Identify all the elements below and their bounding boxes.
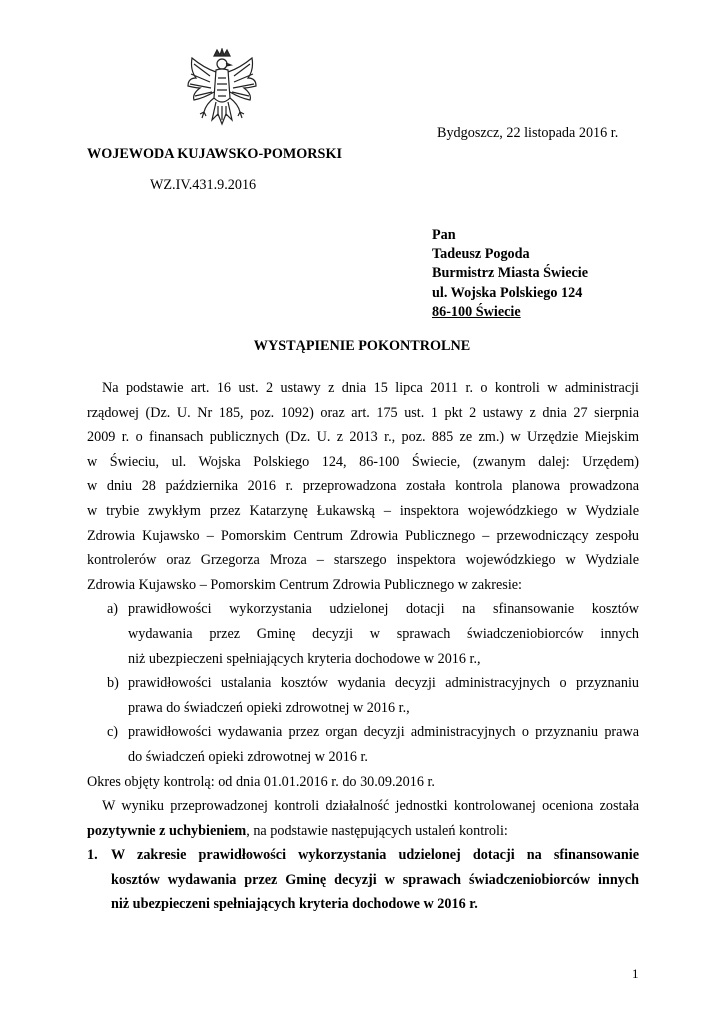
finding-line: niż ubezpieczeni spełniających kryteria dochodowe w 2016 r. xyxy=(111,896,478,913)
scope-item-a xyxy=(87,597,639,671)
addressee-city: 86-100 Świecie xyxy=(432,303,521,320)
finding-line: W zakresie prawidłowości wykorzystania udzielonej dotacji na sfinansowanie xyxy=(111,847,639,864)
page-number: 1 xyxy=(632,966,639,981)
scope-line: prawidłowości wydawania przez organ decyzji administracyjnych o przyznaniu prawa xyxy=(128,724,639,741)
scope-line: niż ubezpieczeni spełniających kryteria dochodowe w 2016 r., xyxy=(128,650,481,667)
finding-number: 1. xyxy=(87,847,98,864)
scope-line: prawidłowości ustalania kosztów wydania decyzji administracyjnych o przyznaniu xyxy=(128,675,639,692)
document-title: WYSTĄPIENIE POKONTROLNE xyxy=(253,338,471,354)
addressee-block xyxy=(432,226,588,322)
assessment-verdict: pozytywnie z uchybieniem xyxy=(87,822,247,839)
scope-item-b xyxy=(87,671,639,720)
intro-line: Zdrowia Kujawsko – Pomorskim Centrum Zdrowia Publicznego – przewodniczący zespołu xyxy=(87,527,639,544)
addressee-street: ul. Wojska Polskiego 124 xyxy=(432,284,583,301)
document-body xyxy=(87,376,639,917)
intro-line: 2009 r. o finansach publicznych (Dz. U. z 2013 r., poz. 885 ze zm.) w Urzędzie Miejskim xyxy=(87,429,639,446)
place-and-date: Bydgoszcz, 22 listopada 2016 r. xyxy=(437,125,619,141)
finding-1 xyxy=(87,843,639,917)
issuer-name: WOJEWODA KUJAWSKO-POMORSKI xyxy=(87,146,342,162)
intro-line: Zdrowia Kujawsko – Pomorskim Centrum Zdrowia Publicznego w zakresie: xyxy=(87,576,522,593)
scope-line: prawidłowości wykorzystania udzielonej dotacji na sfinansowanie kosztów xyxy=(128,601,639,618)
addressee-position: Burmistrz Miasta Świecie xyxy=(432,265,589,282)
polish-eagle-emblem-icon xyxy=(184,48,260,134)
finding-line: kosztów wydawania przez Gminę decyzji w sprawach świadczeniobiorców innych xyxy=(111,871,639,888)
intro-line: w dniu 28 października 2016 r. przeprowadzona została kontrola planowa prowadzona xyxy=(87,478,639,495)
scope-item-c xyxy=(87,720,639,769)
scope-line: do świadczeń opieki zdrowotnej w 2016 r. xyxy=(128,748,368,765)
addressee-salutation: Pan xyxy=(432,227,456,243)
intro-line: rządowej (Dz. U. Nr 185, poz. 1092) oraz art. 175 ust. 1 pkt 2 ustawy z dnia 27 sierpnia xyxy=(87,404,639,421)
list-marker: c) xyxy=(107,724,119,741)
list-marker: b) xyxy=(107,675,119,692)
scope-line: prawa do świadczeń opieki zdrowotnej w 2016 r., xyxy=(128,699,410,716)
addressee-name: Tadeusz Pogoda xyxy=(432,246,530,263)
assessment-paragraph xyxy=(87,794,639,843)
assessment-line: W wyniku przeprowadzonej kontroli działalność jednostki kontrolowanej oceniona została xyxy=(102,798,639,815)
intro-line: w Świeciu, ul. Wojska Polskiego 124, 86-100 Świecie, (zwanym dalej: Urzędem) xyxy=(87,453,639,470)
intro-line: w trybie zwykłym przez Katarzynę Łukawską – inspektora wojewódzkiego w Wydziale xyxy=(87,502,639,519)
scope-line: wydawania przez Gminę decyzji w sprawach świadczeniobiorców innych xyxy=(128,625,639,642)
intro-line: Na podstawie art. 16 ust. 2 ustawy z dnia 15 lipca 2011 r. o kontroli w administracji xyxy=(102,380,639,396)
assessment-rest: , na podstawie następujących ustaleń kontroli: xyxy=(246,822,508,839)
assessment-line xyxy=(87,819,639,844)
intro-line: kontrolerów oraz Grzegorza Mroza – starszego inspektora wojewódzkiego w Wydziale xyxy=(87,552,639,569)
list-marker: a) xyxy=(107,601,119,618)
intro-paragraph xyxy=(87,376,639,597)
reference-number: WZ.IV.431.9.2016 xyxy=(150,177,257,193)
control-period: Okres objęty kontrolą: od dnia 01.01.2016 r. do 30.09.2016 r. xyxy=(87,773,435,790)
